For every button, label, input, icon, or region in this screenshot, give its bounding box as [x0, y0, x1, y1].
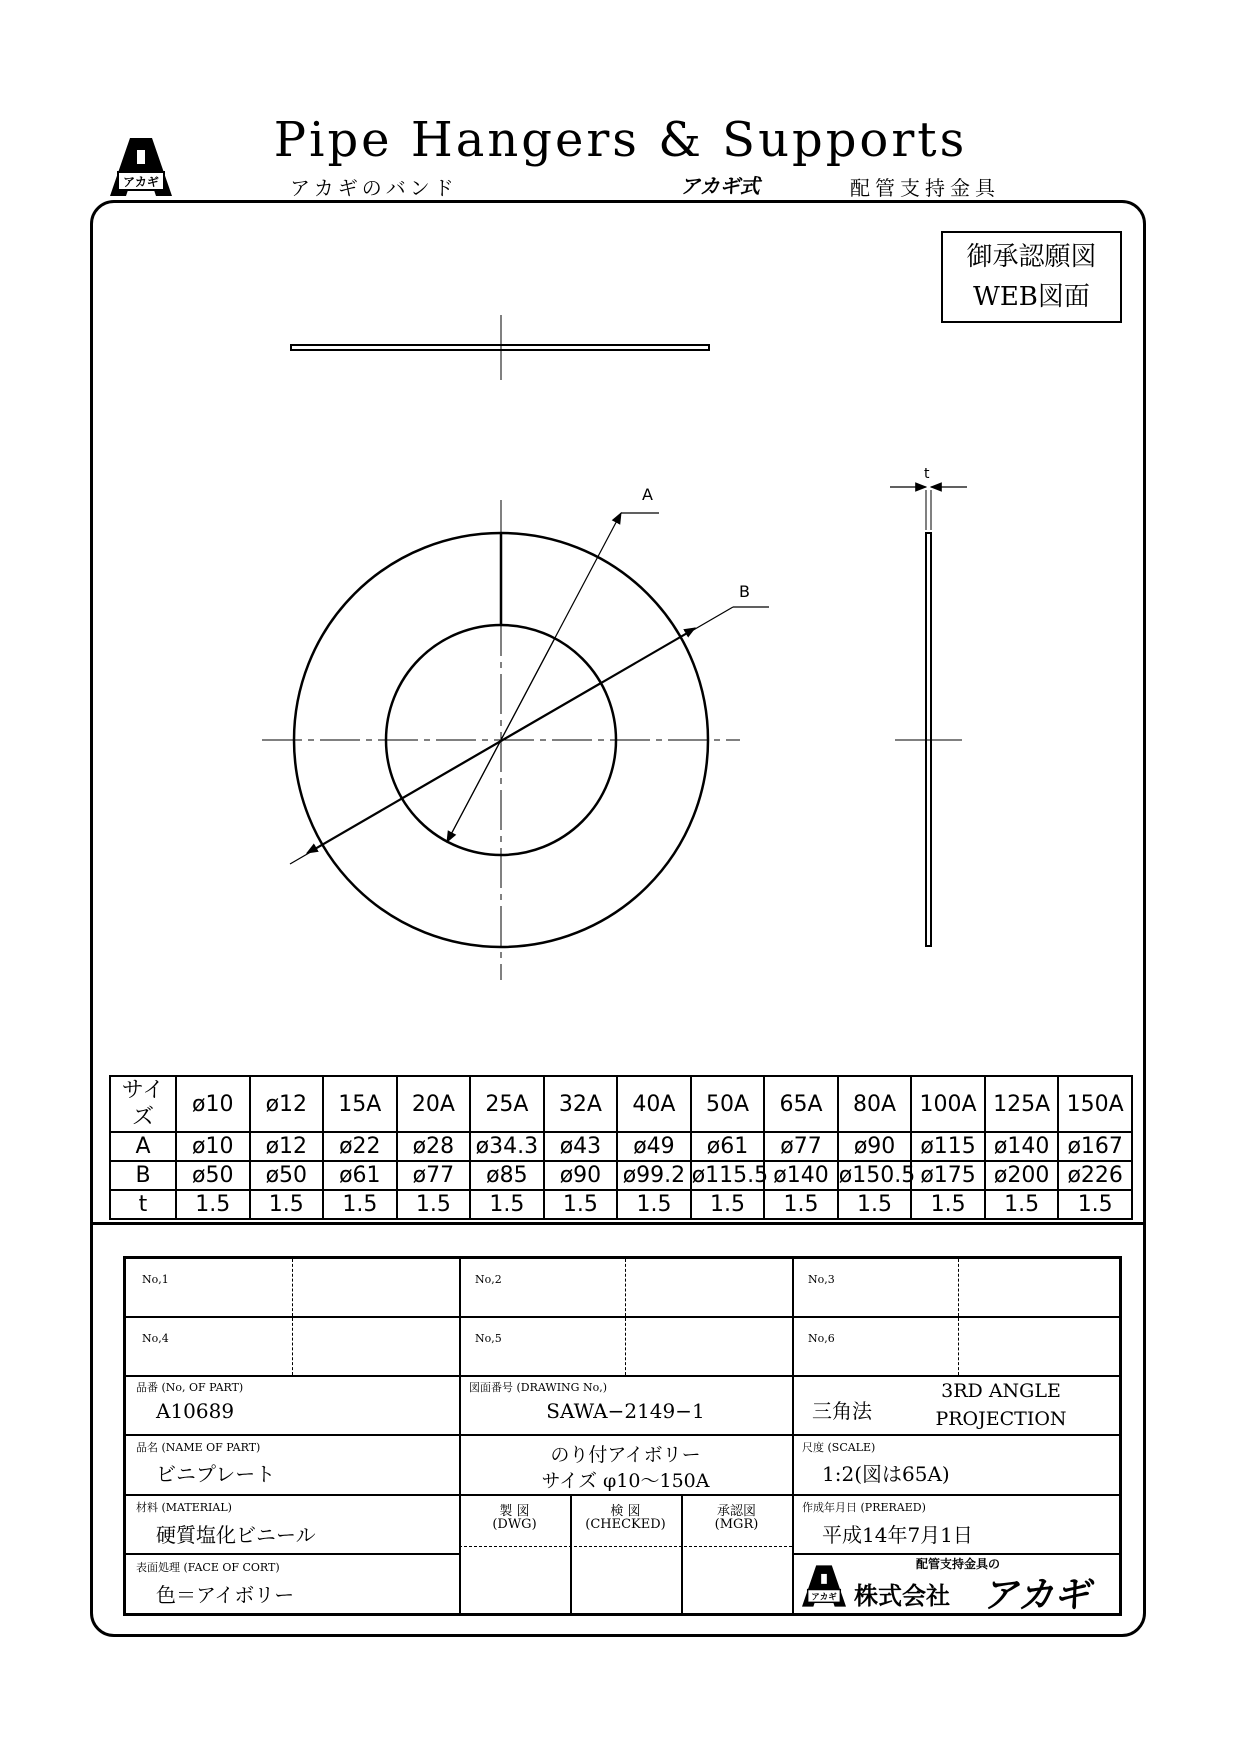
stamp-line-2: WEB図面	[973, 282, 1090, 312]
date: 平成14年7月1日	[822, 1523, 973, 1547]
dimension-cell: ø99.2	[617, 1161, 691, 1190]
dimension-cell: ø90	[544, 1161, 618, 1190]
dimension-cell: 1.5	[544, 1190, 618, 1219]
description-1: のり付アイボリー	[550, 1444, 701, 1466]
dimension-row	[110, 1161, 1132, 1190]
row-header: B	[110, 1161, 176, 1190]
svg-text:アカギ: アカギ	[123, 175, 159, 189]
dimension-cell: ø10	[176, 1132, 250, 1161]
dimension-cell: 1.5	[470, 1190, 544, 1219]
dimension-cell: 1.5	[617, 1190, 691, 1219]
dimension-cell: 32A	[544, 1076, 618, 1132]
dimension-cell: 80A	[838, 1076, 912, 1132]
dimension-cell: ø12	[250, 1132, 324, 1161]
scale-label: 尺度 (SCALE)	[802, 1441, 876, 1454]
dimension-cell: 1.5	[323, 1190, 397, 1219]
dimension-cell: 1.5	[397, 1190, 471, 1219]
row-header: A	[110, 1132, 176, 1161]
checked-en: (CHECKED)	[585, 1517, 666, 1532]
row-header: サイズ	[110, 1076, 176, 1132]
dimension-cell: 65A	[764, 1076, 838, 1132]
label-b: B	[739, 582, 750, 601]
material: 硬質塩化ビニール	[156, 1523, 316, 1547]
dimension-cell: 125A	[985, 1076, 1059, 1132]
dimension-cell: ø43	[544, 1132, 618, 1161]
dimension-cell: ø175	[911, 1161, 985, 1190]
part-no: A10689	[156, 1399, 235, 1423]
dimension-row	[110, 1190, 1132, 1219]
dimension-cell: 50A	[691, 1076, 765, 1132]
row-header: t	[110, 1190, 176, 1219]
dimension-cell: 15A	[323, 1076, 397, 1132]
label-t: t	[924, 466, 930, 482]
revision-no-4: No,4	[142, 1332, 169, 1345]
dimension-cell: ø115.5	[691, 1163, 769, 1188]
projection-en-2: PROJECTION	[935, 1408, 1067, 1430]
dimension-cell: 1.5	[911, 1190, 985, 1219]
dimension-b-line	[290, 607, 733, 864]
part-no-label: 品番 (No, OF PART)	[136, 1381, 244, 1394]
finish: 色＝アイボリー	[156, 1583, 295, 1607]
dwg-en: (DWG)	[492, 1517, 537, 1532]
dimension-cell: 150A	[1058, 1076, 1132, 1132]
dimension-row	[110, 1132, 1132, 1161]
dimension-cell: ø226	[1058, 1161, 1132, 1190]
material-label: 材料 (MATERIAL)	[136, 1501, 232, 1514]
dimension-cell: ø115	[911, 1132, 985, 1161]
dimension-cell: ø85	[470, 1161, 544, 1190]
dimension-cell: ø77	[764, 1132, 838, 1161]
name-label: 品名 (NAME OF PART)	[136, 1441, 261, 1454]
revision-no-3: No,3	[808, 1273, 835, 1286]
company-brand: アカギ	[982, 1575, 1090, 1616]
dimension-cell: 1.5	[985, 1190, 1059, 1219]
dimension-cell: ø61	[323, 1161, 397, 1190]
dimension-cell: ø12	[250, 1076, 324, 1132]
dimension-cell: ø22	[323, 1132, 397, 1161]
dimension-cell: 1.5	[691, 1190, 765, 1219]
dimension-cell: ø140	[985, 1132, 1059, 1161]
dimension-cell: 25A	[470, 1076, 544, 1132]
mgr-jp: 承認図	[716, 1504, 756, 1519]
dimension-cell: 1.5	[764, 1190, 838, 1219]
dimension-cell: ø49	[617, 1132, 691, 1161]
subtitle-left: アカギのバンド	[290, 176, 458, 200]
dimension-row	[110, 1076, 1132, 1132]
company-logo-icon	[800, 1564, 848, 1608]
dimension-cell: ø150.5	[838, 1163, 916, 1188]
revision-no-6: No,6	[808, 1332, 835, 1345]
dimension-cell: ø28	[397, 1132, 471, 1161]
dwg-jp: 製 図	[499, 1504, 530, 1519]
dimension-cell: 40A	[617, 1076, 691, 1132]
dimension-cell: 100A	[911, 1076, 985, 1132]
dimension-table	[109, 1075, 1133, 1220]
company-tagline: 配管支持金具の	[916, 1557, 1001, 1571]
stamp-line-1: 御承認願図	[966, 242, 1097, 272]
dimension-cell: ø167	[1058, 1132, 1132, 1161]
dimension-cell: ø140	[764, 1161, 838, 1190]
dimension-cell: 1.5	[1058, 1190, 1132, 1219]
dimension-cell: 20A	[397, 1076, 471, 1132]
dimension-cell: ø61	[691, 1132, 765, 1161]
date-label: 作成年月日 (PRERAED)	[802, 1501, 926, 1514]
dimension-cell: ø50	[176, 1161, 250, 1190]
brand-logo-text: アカギ式	[680, 174, 760, 198]
revision-no-5: No,5	[475, 1332, 502, 1345]
part-name: ビニプレート	[156, 1462, 276, 1486]
svg-text:アカギ: アカギ	[811, 1592, 837, 1603]
dimension-cell: ø90	[838, 1132, 912, 1161]
title-block	[123, 1256, 1122, 1616]
drawing-no-label: 図面番号 (DRAWING No,)	[469, 1381, 607, 1394]
projection-jp: 三角法	[812, 1399, 872, 1423]
finish-label: 表面処理 (FACE OF CORT)	[136, 1561, 280, 1574]
scale-value: 1:2(図は65A)	[822, 1462, 950, 1486]
plate-top-view	[291, 345, 709, 350]
frame-divider	[90, 1222, 1146, 1225]
description-2: サイズ φ10〜150A	[541, 1470, 710, 1492]
dimension-cell: ø50	[250, 1161, 324, 1190]
drawing-no: SAWA−2149−1	[546, 1399, 705, 1423]
subtitle-right: 配管支持金具	[850, 176, 1000, 200]
revision-no-1: No,1	[142, 1273, 169, 1286]
page-title: Pipe Hangers & Supports	[273, 112, 968, 168]
checked-jp: 検 図	[610, 1504, 641, 1519]
dimension-cell: ø200	[985, 1161, 1059, 1190]
dimension-cell: 1.5	[176, 1190, 250, 1219]
dimension-cell: 1.5	[250, 1190, 324, 1219]
dimension-cell: 1.5	[838, 1190, 912, 1219]
dimension-cell: ø10	[176, 1076, 250, 1132]
revision-no-2: No,2	[475, 1273, 502, 1286]
dimension-cell: ø34.3	[470, 1132, 544, 1161]
mgr-en: (MGR)	[714, 1517, 759, 1532]
company-name: 株式会社	[854, 1582, 950, 1610]
dimension-cell: ø77	[397, 1161, 471, 1190]
projection-en-1: 3RD ANGLE	[941, 1380, 1061, 1402]
label-a: A	[642, 485, 653, 504]
